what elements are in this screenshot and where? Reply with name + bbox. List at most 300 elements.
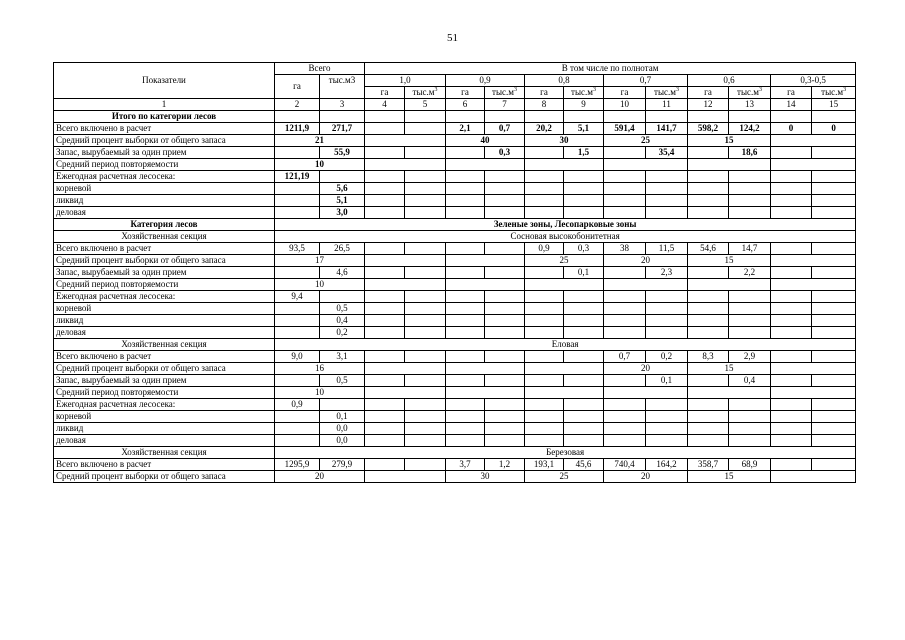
row-density-value [446,279,525,291]
category-label: Категория лесов [54,219,275,231]
row-total-value: 17 [275,255,365,267]
row-label: ликвид [54,195,275,207]
row-cell [564,315,604,327]
row-cell [646,291,688,303]
table-row [54,171,856,183]
header-unit-th-m-text: тыс.м [821,87,844,97]
row-cell [320,399,365,411]
row-cell [485,207,525,219]
row-cell: 45,6 [564,459,604,471]
row-cell: 3,1 [320,351,365,363]
row-density-value [525,387,604,399]
row-cell: 598,2 [688,123,729,135]
header-unit-sup: 3 [592,87,596,93]
empty-cell [564,111,604,123]
empty-cell [446,111,485,123]
economic-section-value: Еловая [275,339,856,351]
header-unit-th-m-text: тыс.м [654,87,676,97]
row-cell [688,195,729,207]
row-cell [729,195,771,207]
row-cell: 26,5 [320,243,365,255]
column-number: 15 [812,99,856,111]
row-density-value [525,279,604,291]
row-cell [405,291,446,303]
header-unit-th-m3 [564,87,604,99]
header-density: 0,9 [446,75,525,87]
row-cell [405,183,446,195]
row-cell [446,291,485,303]
header-unit-th-m3 [812,87,856,99]
row-cell [729,327,771,339]
row-cell [812,267,856,279]
row-cell: 0,7 [485,123,525,135]
row-density-value [446,255,525,267]
row-cell [365,171,405,183]
row-cell [646,435,688,447]
row-cell: 54,6 [688,243,729,255]
row-cell [365,315,405,327]
row-cell [365,267,405,279]
header-density: 0,3-0,5 [771,75,856,87]
table-row [54,255,856,267]
column-number: 4 [365,99,405,111]
row-cell [446,183,485,195]
row-cell [525,303,564,315]
row-cell [446,327,485,339]
header-unit-th-m3 [405,87,446,99]
row-cell [604,411,646,423]
row-cell [525,327,564,339]
row-cell [320,171,365,183]
row-density-value [688,387,771,399]
row-cell [485,267,525,279]
row-cell [275,435,320,447]
row-density-value [771,255,856,267]
row-cell [275,375,320,387]
row-cell [771,303,812,315]
row-cell: 14,7 [729,243,771,255]
row-cell [688,291,729,303]
row-cell [365,411,405,423]
column-number: 11 [646,99,688,111]
row-cell [446,375,485,387]
header-unit-th-m3 [729,87,771,99]
column-number: 12 [688,99,729,111]
row-cell [405,207,446,219]
row-cell: 5,1 [564,123,604,135]
row-density-value [688,279,771,291]
column-number: 1 [54,99,275,111]
row-cell [604,303,646,315]
row-cell: 2,9 [729,351,771,363]
row-cell [365,291,405,303]
row-cell: 1295,9 [275,459,320,471]
row-cell [446,435,485,447]
row-cell: 0,2 [646,351,688,363]
row-density-value [446,363,525,375]
row-cell [771,435,812,447]
row-cell [320,291,365,303]
row-cell [812,195,856,207]
row-total-value: 10 [275,159,365,171]
row-cell: 0,4 [320,315,365,327]
row-label: Средний период повторяемости [54,387,275,399]
row-cell [365,375,405,387]
row-cell [688,183,729,195]
column-numbers-row [54,99,856,111]
row-label: ликвид [54,423,275,435]
row-cell: 271,7 [320,123,365,135]
table-row [54,363,856,375]
header-unit-sup: 3 [758,87,762,93]
row-cell [646,207,688,219]
empty-cell [812,111,856,123]
table-row [54,411,856,423]
table-row [54,375,856,387]
row-cell [525,315,564,327]
row-cell: 0,1 [320,411,365,423]
header-total: Всего [275,63,365,75]
row-cell [646,327,688,339]
row-cell [485,291,525,303]
row-cell [485,303,525,315]
row-cell [525,195,564,207]
row-density-value: 15 [688,471,771,483]
row-cell [275,267,320,279]
table-row [54,435,856,447]
row-cell [485,327,525,339]
row-density-value [365,255,446,267]
table-row [54,399,856,411]
row-cell [688,267,729,279]
row-cell [564,303,604,315]
category-row [54,219,856,231]
row-cell [771,267,812,279]
row-cell [365,351,405,363]
column-number: 9 [564,99,604,111]
row-cell [729,291,771,303]
row-cell [771,423,812,435]
header-unit-sup: 3 [434,87,438,93]
header-total-ha: га [275,75,320,99]
row-density-value: 25 [604,135,688,147]
row-cell [604,267,646,279]
row-cell [446,243,485,255]
row-cell [446,411,485,423]
row-density-value: 40 [446,135,525,147]
row-cell [688,423,729,435]
row-cell [405,351,446,363]
row-cell [812,435,856,447]
row-cell [812,423,856,435]
row-cell: 1211,9 [275,123,320,135]
row-cell [729,411,771,423]
row-cell [564,195,604,207]
table-row [54,243,856,255]
row-cell [275,327,320,339]
economic-section-value: Березовая [275,447,856,459]
row-label: Всего включено в расчет [54,351,275,363]
row-cell: 121,19 [275,171,320,183]
row-cell: 164,2 [646,459,688,471]
row-cell [405,327,446,339]
table-row [54,267,856,279]
row-cell [812,375,856,387]
column-number: 5 [405,99,446,111]
row-cell [646,423,688,435]
row-label: Запас, вырубаемый за один прием [54,375,275,387]
row-cell [688,171,729,183]
row-cell: 141,7 [646,123,688,135]
row-density-value [365,363,446,375]
row-cell [564,291,604,303]
row-label: Средний период повторяемости [54,279,275,291]
row-cell: 2,3 [646,267,688,279]
row-density-value [446,159,525,171]
economic-section-row [54,231,856,243]
header-unit-th-m-text: тыс.м [492,87,514,97]
row-cell [525,411,564,423]
header-unit-th-m-text: тыс.м [737,87,759,97]
row-cell [771,375,812,387]
row-cell: 358,7 [688,459,729,471]
row-density-value [525,159,604,171]
row-label: корневой [54,303,275,315]
row-cell [564,351,604,363]
row-density-value [688,159,771,171]
forest-calculation-table [53,62,856,483]
row-cell [604,399,646,411]
row-cell [405,459,446,471]
row-cell [485,315,525,327]
row-density-value: 20 [604,363,688,375]
table-row [54,123,856,135]
row-label: Всего включено в расчет [54,243,275,255]
row-cell [525,267,564,279]
row-cell: 3,7 [446,459,485,471]
row-cell [771,243,812,255]
row-cell [646,399,688,411]
row-cell [405,171,446,183]
row-cell [729,435,771,447]
row-cell [771,459,812,471]
row-cell [646,315,688,327]
row-cell [365,327,405,339]
row-cell: 93,5 [275,243,320,255]
row-cell [688,411,729,423]
row-cell [729,303,771,315]
table-row [54,183,856,195]
row-cell [525,207,564,219]
row-cell: 5,6 [320,183,365,195]
empty-cell [525,111,564,123]
row-label: Ежегодная расчетная лесосека: [54,399,275,411]
row-cell [525,375,564,387]
row-cell [485,351,525,363]
row-cell [365,243,405,255]
empty-cell [729,111,771,123]
table-row [54,135,856,147]
row-cell [525,291,564,303]
row-cell [646,303,688,315]
table-row [54,279,856,291]
row-cell [771,195,812,207]
row-label: корневой [54,183,275,195]
row-cell: 2,2 [729,267,771,279]
row-cell [446,195,485,207]
row-density-value: 25 [525,255,604,267]
row-cell: 0 [771,123,812,135]
row-density-value [771,159,856,171]
row-cell [446,171,485,183]
row-cell [688,435,729,447]
page-number: 51 [447,32,458,44]
table-row [54,303,856,315]
row-cell [771,291,812,303]
row-cell [485,195,525,207]
row-cell [771,147,812,159]
row-cell [485,411,525,423]
row-cell [812,147,856,159]
row-cell [405,195,446,207]
row-density-value [771,363,856,375]
row-cell: 55,9 [320,147,365,159]
row-cell [812,291,856,303]
row-cell: 124,2 [729,123,771,135]
row-total-value: 20 [275,471,365,483]
header-density: 0,6 [688,75,771,87]
row-cell [688,327,729,339]
row-cell: 0,1 [646,375,688,387]
row-cell [812,399,856,411]
row-cell: 591,4 [604,123,646,135]
row-cell [275,147,320,159]
table-row [54,207,856,219]
table-row [54,159,856,171]
row-label: корневой [54,411,275,423]
economic-section-row [54,447,856,459]
row-density-value: 15 [688,255,771,267]
row-label: Средний процент выборки от общего запаса [54,471,275,483]
row-cell [812,411,856,423]
table-row [54,459,856,471]
table-row [54,195,856,207]
header-density: 0,7 [604,75,688,87]
row-cell [812,459,856,471]
row-cell [446,267,485,279]
row-density-value [525,363,604,375]
row-cell [646,171,688,183]
row-cell: 5,1 [320,195,365,207]
row-cell [688,303,729,315]
row-cell: 0,1 [564,267,604,279]
empty-cell [365,111,405,123]
economic-section-label: Хозяйственная секция [54,339,275,351]
row-cell [405,123,446,135]
row-cell: 8,3 [688,351,729,363]
row-cell [604,315,646,327]
column-number: 14 [771,99,812,111]
row-cell [275,315,320,327]
row-cell [812,327,856,339]
row-density-value: 20 [604,471,688,483]
row-cell: 3,0 [320,207,365,219]
row-cell [646,183,688,195]
row-cell: 35,4 [646,147,688,159]
column-number: 6 [446,99,485,111]
row-cell [485,171,525,183]
row-cell [405,303,446,315]
header-unit-ha: га [365,87,405,99]
row-cell [275,207,320,219]
row-cell [604,183,646,195]
row-cell: 68,9 [729,459,771,471]
row-cell [604,291,646,303]
header-unit-sup: 3 [675,87,679,93]
column-number: 10 [604,99,646,111]
row-cell [688,147,729,159]
row-cell [812,303,856,315]
row-cell: 0,5 [320,303,365,315]
economic-section-label: Хозяйственная секция [54,447,275,459]
row-cell [564,423,604,435]
table-row [54,351,856,363]
row-density-value: 30 [525,135,604,147]
row-cell [405,147,446,159]
row-label: Средний процент выборки от общего запаса [54,255,275,267]
row-cell: 0,9 [275,399,320,411]
row-cell [604,147,646,159]
row-density-value [771,279,856,291]
row-cell: 9,0 [275,351,320,363]
row-total-value: 10 [275,279,365,291]
row-cell [275,183,320,195]
header-unit-sup: 3 [513,87,517,93]
row-label: Средний процент выборки от общего запаса [54,363,275,375]
header-unit-ha: га [604,87,646,99]
row-cell [446,399,485,411]
row-cell [729,183,771,195]
row-cell [365,459,405,471]
row-cell [688,207,729,219]
header-unit-ha: га [771,87,812,99]
economic-section-label: Хозяйственная секция [54,231,275,243]
row-cell [812,207,856,219]
row-density-value [365,471,446,483]
table-row [54,471,856,483]
row-cell: 0,4 [729,375,771,387]
column-number: 3 [320,99,365,111]
row-cell [771,351,812,363]
row-cell [405,423,446,435]
row-cell [564,171,604,183]
header-density: 1,0 [365,75,446,87]
section-title: Итого по категории лесов [54,111,275,123]
row-cell [604,195,646,207]
row-cell [365,147,405,159]
row-cell: 2,1 [446,123,485,135]
row-cell [405,399,446,411]
row-cell [771,315,812,327]
empty-cell [275,111,320,123]
row-cell [604,327,646,339]
row-cell [564,327,604,339]
empty-cell [771,111,812,123]
row-cell: 0,2 [320,327,365,339]
row-cell [604,207,646,219]
row-density-value [365,159,446,171]
row-cell [446,147,485,159]
